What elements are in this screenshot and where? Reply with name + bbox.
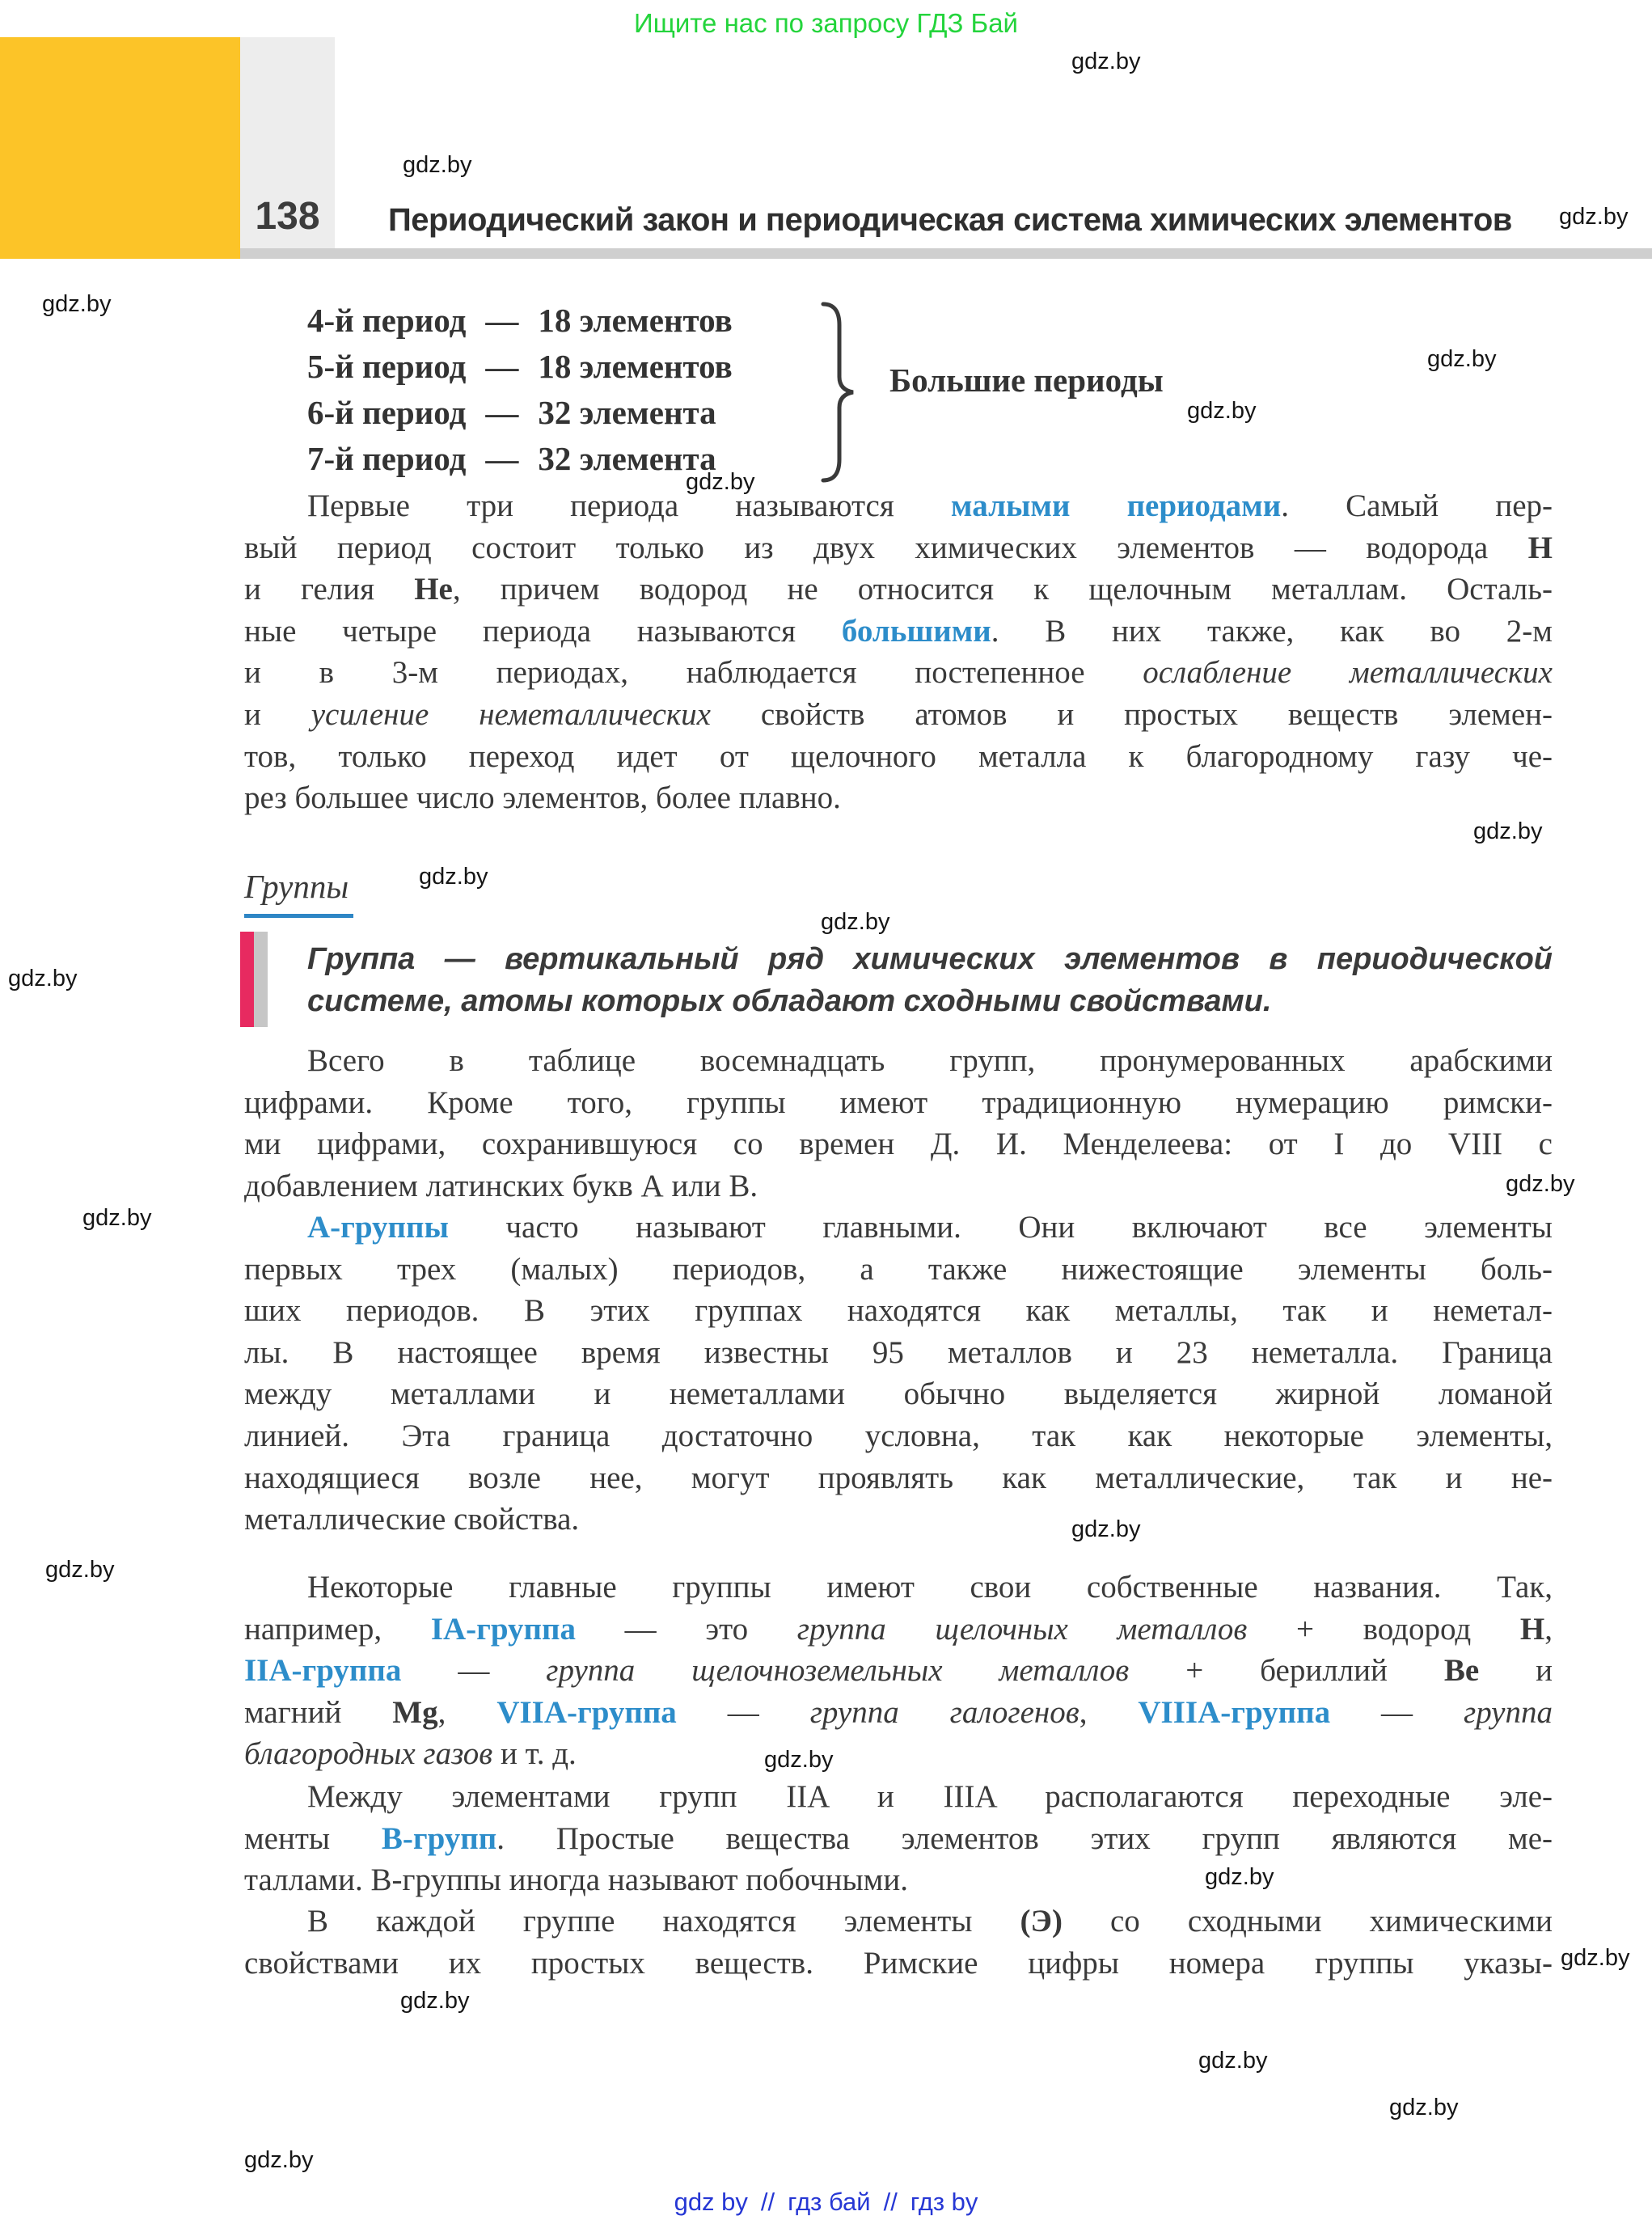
watermark: gdz.by	[1071, 1516, 1141, 1542]
period-value: 32 элемента	[538, 394, 716, 431]
page-title: Периодический закон и периодическая система химических элементов	[388, 202, 1512, 238]
paragraph-eighteen-groups: Всего в таблице восемнадцать групп, пронумерованных арабскими цифрами. Кроме того, группы имеют традиционную нумерацию римски- ми цифрами, сохранившуюся со времен Д. И. Менделеева: от I до VIII с добавлением латинских букв А или В.	[244, 1043, 1553, 1203]
top-banner: Ищите нас по запросу ГДЗ Бай	[634, 8, 1018, 38]
period-label: 4-й период	[307, 302, 467, 339]
period-row	[307, 298, 733, 344]
definition-text: Группа — вертикальный ряд химических элементов в периодической системе, атомы которых обладают сходными свойствами.	[307, 942, 1553, 1018]
footer-link-gdz-by-ru[interactable]: гдз by	[910, 2188, 978, 2216]
page-number: 138	[255, 195, 320, 238]
period-row	[307, 390, 733, 436]
periods-list	[307, 298, 733, 482]
watermark: gdz.by	[45, 1557, 115, 1583]
large-periods-label: Большие периоды	[889, 362, 1164, 399]
watermark: gdz.by	[1559, 204, 1629, 230]
watermark: gdz.by	[764, 1747, 834, 1773]
watermark: gdz.by	[1071, 49, 1141, 74]
groups-heading: Группы	[244, 867, 353, 918]
paragraph-small-large-periods: Первые три периода называются малыми периодами. Самый пер- вый период состоит только из двух химических элементов — водорода H и гелия He, причем водород не относится к щелочным металлам. Осталь- ные четыре периода называются большими. В них также, как во 2-м и в 3-м периодах, наблюдается постепенное ослабление металлических и усиление неметаллических свойств атомов и простых веществ элемен- тов, только переход идет от щелочного металла к благородному газу че- рез большее число элементов, более плавно.	[244, 488, 1553, 816]
footer-separator: //	[883, 2188, 898, 2216]
footer-links	[0, 2188, 1652, 2217]
definition-bar-pink	[240, 932, 254, 1027]
watermark: gdz.by	[821, 909, 890, 935]
footer-separator: //	[760, 2188, 775, 2216]
period-label: 5-й период	[307, 348, 467, 385]
period-row	[307, 344, 733, 390]
period-value: 18 элементов	[538, 302, 733, 339]
footer-link-gdz-bai[interactable]: гдз бай	[788, 2188, 871, 2216]
paragraph-group-names: Некоторые главные группы имеют свои собственные названия. Так, например, IA-группа — это группа щелочных металлов + водород H, IIA-группа — группа щелочноземельных металлов + бериллий Be и магний Mg, VIIA-группа — группа галогенов, VIIIA-группа — группа благородных газов и т. д.	[244, 1570, 1553, 1772]
footer-link-gdz-by[interactable]: gdz by	[674, 2188, 748, 2216]
watermark: gdz.by	[1561, 1945, 1630, 1971]
watermark: gdz.by	[403, 152, 472, 178]
period-value: 18 элементов	[538, 348, 733, 385]
paragraph-b-groups: Между элементами групп IIA и IIIA располагаются переходные эле- менты B-групп. Простые вещества элементов этих групп являются ме- таллами. B-группы иногда называют побочными.	[244, 1779, 1553, 1898]
watermark: gdz.by	[1427, 346, 1497, 372]
watermark: gdz.by	[82, 1205, 152, 1231]
watermark: gdz.by	[1187, 398, 1257, 424]
period-label: 7-й период	[307, 440, 467, 477]
dash: —	[485, 394, 519, 431]
watermark: gdz.by	[1506, 1171, 1575, 1197]
watermark: gdz.by	[1473, 818, 1543, 844]
watermark: gdz.by	[400, 1988, 470, 2014]
paragraph-each-group: В каждой группе находятся элементы (Э) со сходными химическими свойствами их простых веществ. Римские цифры номера группы указы-	[244, 1904, 1553, 1981]
watermark: gdz.by	[42, 291, 112, 317]
definition-bar-gray	[254, 932, 268, 1027]
period-label: 6-й период	[307, 394, 467, 431]
header-rule	[240, 248, 1652, 259]
dash: —	[485, 440, 519, 477]
paragraph-a-groups: А-группы часто называют главными. Они включают все элементы первых трех (малых) периодов, а также нижестоящие элементы боль- ших периодов. В этих группах находятся как металлы, так и неметал- лы. В настоящее время известны 95 металлов и 23 неметалла. Граница между металлами и неметаллами обычно выделяется жирной ломаной линией. Эта граница достаточно условна, так как некоторые элементы, находящиеся возле нее, могут проявлять как металлические, так и не- металлические свойства.	[244, 1210, 1553, 1537]
watermark: gdz.by	[686, 469, 755, 495]
watermark: gdz.by	[1389, 2095, 1459, 2120]
dash: —	[485, 302, 519, 339]
yellow-margin-block	[0, 37, 240, 259]
watermark: gdz.by	[419, 864, 488, 890]
period-value: 32 элемента	[538, 440, 716, 477]
watermark: gdz.by	[244, 2147, 314, 2173]
period-row	[307, 436, 733, 482]
dash: —	[485, 348, 519, 385]
watermark: gdz.by	[8, 966, 78, 991]
watermark: gdz.by	[1205, 1864, 1274, 1890]
watermark: gdz.by	[1198, 2048, 1268, 2074]
brace-icon	[815, 301, 859, 488]
